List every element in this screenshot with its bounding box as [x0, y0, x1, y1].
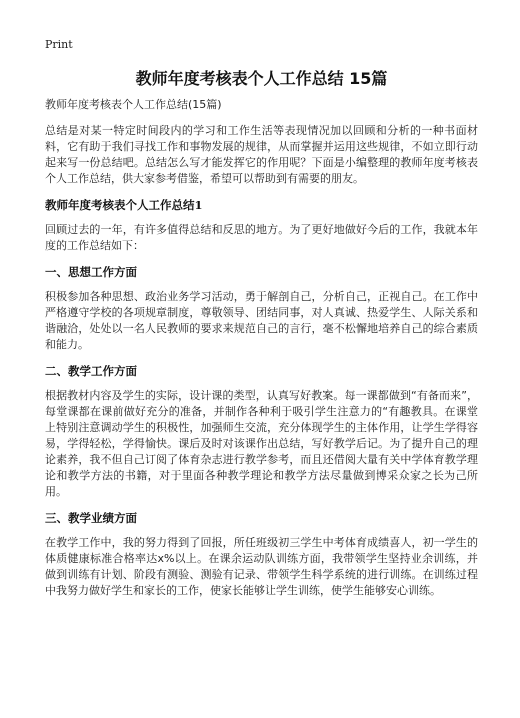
intro-paragraph: 总结是对某一特定时间段内的学习和工作生活等表现情况加以回顾和分析的一种书面材料，它有助于我们寻找工作和事物发展的规律，从而掌握并运用这些规律，不如立即行动起来写一份总结吧。总结怎么写才能发挥它的作用呢？下面是小编整理的教师年度考核表个人工作总结，供大家参考借鉴，希望可以帮助到有需要的朋友。 — [45, 124, 478, 185]
document-title: 教师年度考核表个人工作总结 15篇 — [135, 69, 388, 88]
part-2-heading: 二、教学工作方面 — [45, 364, 137, 378]
part-1-text: 积极参加各种思想、政治业务学习活动，勇于解剖自己，分析自己，正视自己。在工作中严格遵守学校的各项规章制度，尊敬领导、团结同事，对人真诚、热爱学生、人际关系和谐融洽，处处以一名人民教师的要求来规范自己的言行，毫不松懈地培养自己的综合素质和能力。 — [45, 290, 478, 351]
part-3-text: 在教学工作中，我的努力得到了回报，所任班级初三学生中考体育成绩喜人，初一学生的体质健康标准合格率达x%以上。在课余运动队训练方面，我带领学生坚持业余训练，并做到训练有计划、阶段有测验、测验有记录、带领学生科学系统的进行训练。在训练过程中我努力做好学生和家长的工作，使家长能够让学生训练，使学生能够安心训练。 — [45, 536, 478, 597]
section-1-intro: 回顾过去的一年，有许多值得总结和反思的地方。为了更好地做好今后的工作，我就本年度的工作总结如下： — [45, 223, 478, 252]
section-1-heading: 教师年度考核表个人工作总结1 — [45, 198, 203, 212]
print-link[interactable]: Print — [45, 38, 73, 51]
part-1-heading: 一、思想工作方面 — [45, 265, 137, 279]
part-3-heading: 三、教学业绩方面 — [45, 511, 137, 525]
document-subtitle: 教师年度考核表个人工作总结(15篇) — [45, 98, 222, 111]
part-2-text: 根据教材内容及学生的实际，设计课的类型，认真写好教案。每一课都做到“有备而来”，每堂课都在课前做好充分的准备，并制作各种利于吸引学生注意力的“有趣教具。在课堂上特别注意调动学生的积极性，加强师生交流，充分体现学生的主体作用，让学生学得容易，学得轻松，学得愉快。课后及时对该课作出总结，写好教学后记。为了提升自己的理论素养，我不但自己订阅了体育杂志进行教学参考，而且还借阅大量有关中学体育教学理论和教学方法的书籍，对于里面各种教学理论和教学方法尽量做到博采众家之长为己所用。 — [45, 389, 478, 498]
